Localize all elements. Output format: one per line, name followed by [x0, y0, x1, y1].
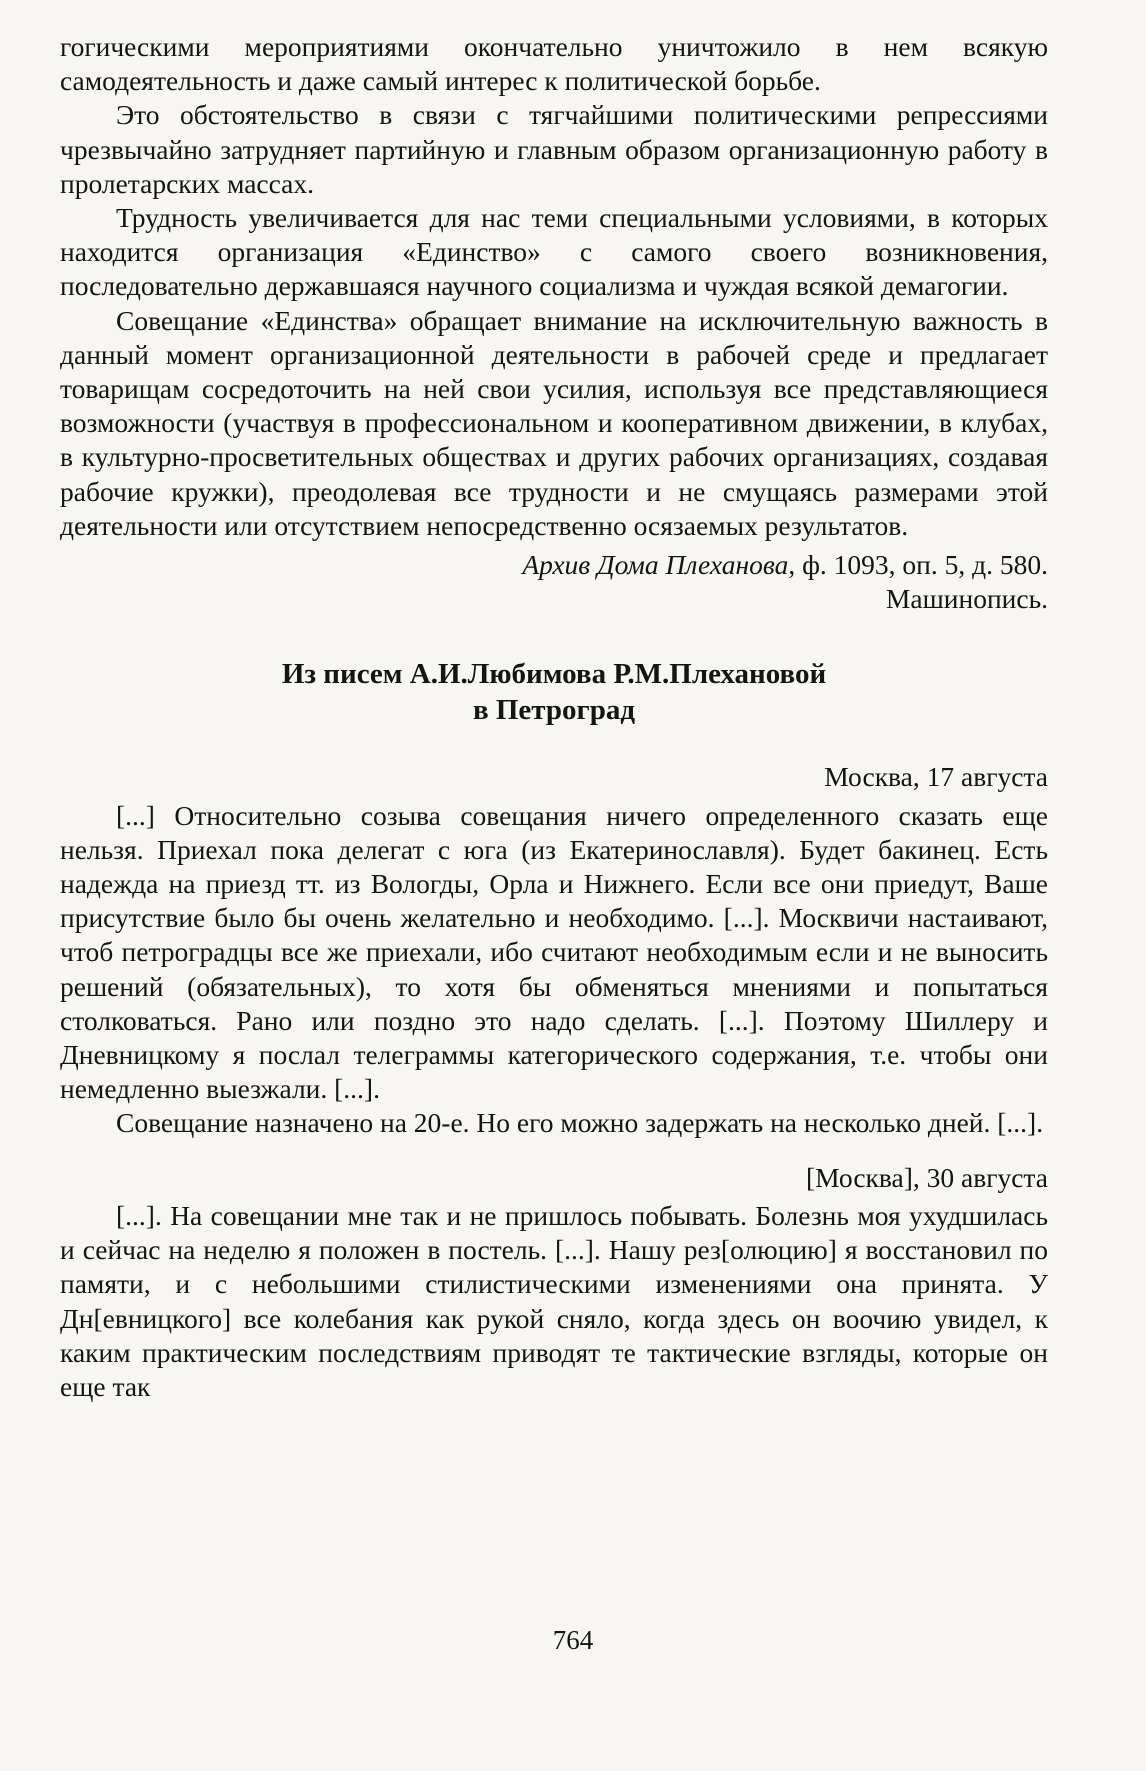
letter-dateline: [Москва], 30 августа — [805, 1161, 1048, 1193]
paragraph: [...] Относительно созыва совещания ничего определенного сказать еще нельзя. Приехал пока делегат с юга (из Екатеринославля). Будет бакинец. Есть надежда на приезд тт. из Вологды, Орла и Нижнего. Если все они приедут, Ваше присутствие было бы очень желательно и необходимо. [...]. Москвичи настаивают, чтоб петроградцы все же приехали, ибо считают необходимым если и не выносить решений (обязательных), то хотя бы обменяться мнениями и попытаться столковаться. Рано или поздно это надо сделать. [...]. Поэтому Шиллеру и Дневницкому я послал телеграммы категорического содержания, т.е. чтобы они немедленно выезжали. [...]. — [60, 799, 1048, 1105]
letter-body — [60, 1199, 1048, 1404]
paragraph: Совещание назначено на 20-е. Но его можно задержать на несколько дней. [...]. — [116, 1107, 1044, 1139]
paragraph: Трудность увеличивается для нас теми специальными условиями, в которых находится организация «Единство» с самого своего возникновения, последовательно державшаяся научного социализма и чуждая всякой демагогии. — [60, 202, 1048, 302]
letter-body — [60, 799, 1048, 1141]
section-heading — [60, 656, 1048, 728]
paragraph: [...]. На совещании мне так и не пришлось побывать. Болезнь моя ухудшилась и сейчас на неделю я положен в постель. [...]. Нашу рез[олюцию] я восстановил по памяти, и с небольшими стилистическими изменениями она принята. У Дн[евницкого] все колебания как рукой сняло, когда здесь он воочию увидел, к каким практическим последствиям приводят те тактические взгляды, которые он еще так — [60, 1199, 1048, 1402]
archive-reference: , ф. 1093, оп. 5, д. 580. — [788, 549, 1048, 581]
paragraph: Совещание «Единства» обращает внимание на исключительную важность в данный момент организационной деятельности в рабочей среде и предлагает товарищам сосредоточить на ней свои усилия, используя все представляющиеся возможности (участвуя в профессиональном и кооперативном движении, в клубах, в культурно-просветительных обществах и других рабочих организациях, создавая рабочие кружки), преодолевая все трудности и не смущаясь размерами этой деятельности или отсутствием непосредственно осязаемых результатов. — [60, 304, 1048, 541]
paragraph: гогическими мероприятиями окончательно уничтожило в нем всякую самодеятельность и даже самый интерес к политической борьбе. — [60, 31, 1048, 97]
archive-name: Архив Дома Плеханова — [522, 549, 789, 581]
source-reference-line — [60, 548, 1048, 582]
source-citation — [60, 548, 1048, 616]
letter-1 — [60, 760, 1048, 1140]
intro-text — [60, 30, 1048, 543]
source-type: Машинопись. — [885, 583, 1048, 615]
page-number: 764 — [552, 1625, 594, 1655]
section-title-line1: Из писем А.И.Любимова Р.М.Плехановой — [281, 658, 827, 691]
section-title-line2: в Петроград — [472, 694, 636, 727]
letter-2 — [60, 1161, 1048, 1404]
paragraph: Это обстоятельство в связи с тягчайшими политическими репрессиями чрезвычайно затрудняет партийную и главным образом организационную работу в пролетарских массах. — [60, 99, 1048, 199]
document-page — [60, 30, 1048, 1404]
letter-dateline: Москва, 17 августа — [824, 761, 1048, 793]
